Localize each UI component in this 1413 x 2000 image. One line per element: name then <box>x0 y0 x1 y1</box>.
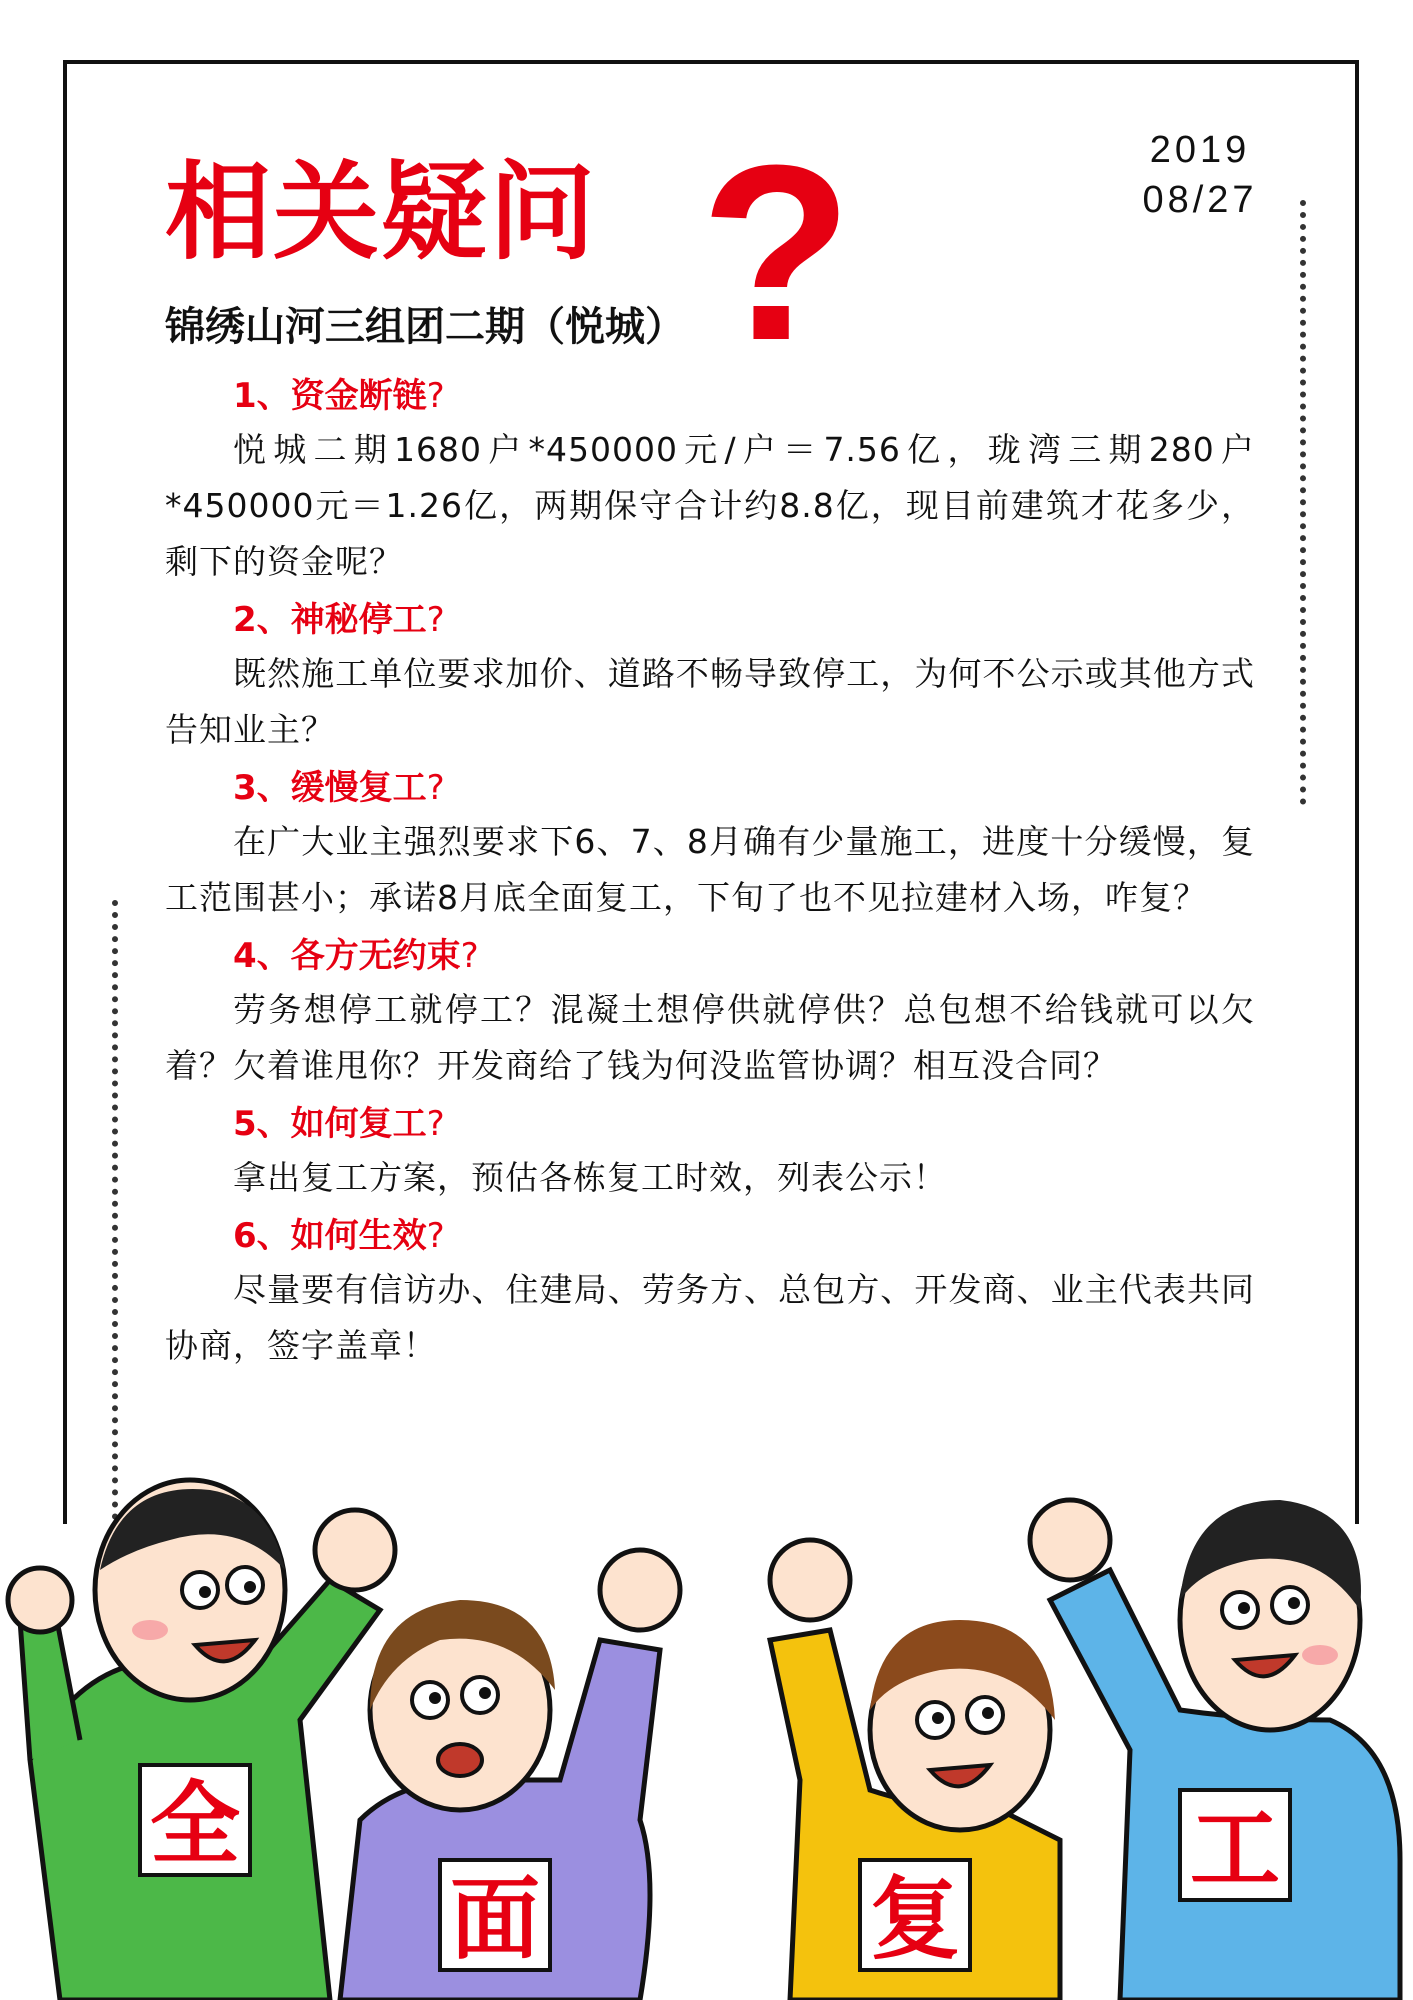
question-heading: 2、神秘停工? <box>233 600 445 640</box>
question-mark-graphic: ? <box>700 113 853 392</box>
question-answer: 悦城二期1680户*450000元/户＝7.56亿，珑湾三期280户*450000元＝1.26亿，两期保守合计约8.8亿，现目前建筑才花多少，剩下的资金呢？ <box>165 430 1255 581</box>
worker-yellow <box>770 1540 1060 2000</box>
worker-green <box>8 1480 395 2000</box>
question-answer: 尽量要有信访办、住建局、劳务方、总包方、开发商、业主代表共同协商，签字盖章！ <box>165 1270 1255 1365</box>
question-answer: 既然施工单位要求加价、道路不畅导致停工，为何不公示或其他方式告知业主？ <box>165 654 1255 749</box>
worker-purple <box>340 1550 680 2000</box>
question-heading: 6、如何生效? <box>233 1216 445 1256</box>
page-title: 相关疑问 <box>165 151 597 274</box>
dotted-divider-left <box>112 900 118 1520</box>
date-stamp <box>1120 125 1280 225</box>
shirt-character: 复 <box>870 1867 960 1972</box>
question-heading: 1、资金断链? <box>233 376 445 416</box>
shirt-character: 面 <box>450 1867 540 1972</box>
cartoon-workers-illustration <box>0 1460 1413 2000</box>
page-subtitle: 锦绣山河三组团二期（悦城） <box>165 304 685 350</box>
date-year: 2019 <box>1149 129 1251 171</box>
worker-blue <box>1030 1500 1400 2000</box>
question-heading: 4、各方无约束? <box>233 936 479 976</box>
dotted-divider-right <box>1300 200 1306 805</box>
question-answer: 在广大业主强烈要求下6、7、8月确有少量施工，进度十分缓慢，复工范围甚小；承诺8月底全面复工，下旬了也不见拉建材入场，咋复？ <box>165 822 1255 917</box>
shirt-character: 全 <box>150 1772 240 1877</box>
question-answer: 拿出复工方案，预估各栋复工时效，列表公示！ <box>233 1158 947 1197</box>
question-answer: 劳务想停工就停工？混凝土想停供就停供？总包想不给钱就可以欠着？欠着谁甩你？开发商给了钱为何没监管协调？相互没合同？ <box>165 990 1255 1085</box>
shirt-character: 工 <box>1190 1797 1280 1902</box>
question-heading: 5、如何复工? <box>233 1104 445 1144</box>
question-list <box>165 370 1255 1378</box>
question-heading: 3、缓慢复工? <box>233 768 445 808</box>
date-day: 08/27 <box>1142 179 1258 221</box>
